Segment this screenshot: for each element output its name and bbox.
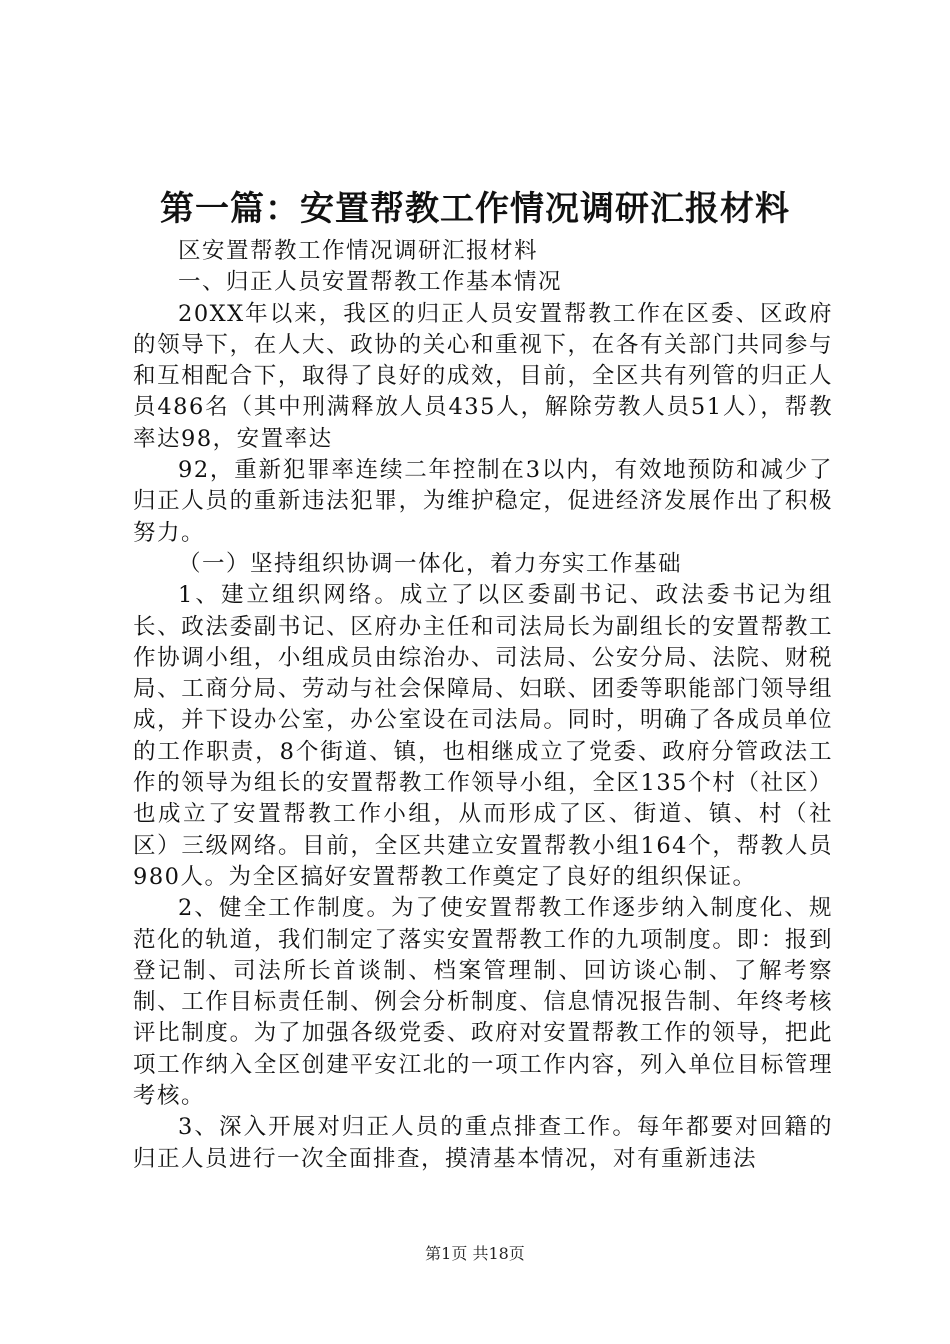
subsection-heading: （一）坚持组织协调一体化，着力夯实工作基础	[178, 550, 683, 577]
body-paragraph: 20XX年以来，我区的归正人员安置帮教工作在区委、区政府的领导下，在人大、政协的关心和重视下，在各有关部门共同参与和互相配合下，取得了良好的成效，目前，全区共有列管的归正人员486名（其中刑满释放人员435人，解除劳教人员51人），帮教率达98，安置率达	[133, 300, 833, 452]
body-paragraph: 1、建立组织网络。成立了以区委副书记、政法委书记为组长、政法委副书记、区府办主任和司法局长为副组长的安置帮教工作协调小组，小组成员由综治办、司法局、公安分局、法院、财税局、工商分局、劳动与社会保障局、妇联、团委等职能部门领导组成，并下设办公室，办公室设在司法局。同时，明确了各成员单位的工作职责，8个街道、镇，也相继成立了党委、政府分管政法工作的领导为组长的安置帮教工作领导小组，全区135个村（社区）也成立了安置帮教工作小组，从而形成了区、街道、镇、村（社区）三级网络。目前，全区共建立安置帮教小组164个，帮教人员980人。为全区搞好安置帮教工作奠定了良好的组织保证。	[133, 582, 833, 890]
section-heading: 一、归正人员安置帮教工作基本情况	[178, 269, 563, 296]
document-body	[133, 236, 833, 1175]
page-footer: 第1页 共18页	[425, 1244, 525, 1263]
subtitle-paragraph: 区安置帮教工作情况调研汇报材料	[178, 238, 539, 264]
body-paragraph: 3、深入开展对归正人员的重点排查工作。每年都要对回籍的归正人员进行一次全面排查，摸清基本情况，对有重新违法	[133, 1114, 833, 1172]
body-paragraph: 2、健全工作制度。为了使安置帮教工作逐步纳入制度化、规范化的轨道，我们制定了落实安置帮教工作的九项制度。即：报到登记制、司法所长首谈制、档案管理制、回访谈心制、了解考察制、工作目标责任制、例会分析制度、信息情况报告制、年终考核评比制度。为了加强各级党委、政府对安置帮教工作的领导，把此项工作纳入全区创建平安江北的一项工作内容，列入单位目标管理考核。	[133, 895, 833, 1110]
body-paragraph: 92，重新犯罪率连续二年控制在3以内，有效地预防和减少了归正人员的重新违法犯罪，为维护稳定，促进经济发展作出了积极努力。	[133, 457, 833, 546]
document-title: 第一篇：安置帮教工作情况调研汇报材料	[160, 189, 790, 229]
